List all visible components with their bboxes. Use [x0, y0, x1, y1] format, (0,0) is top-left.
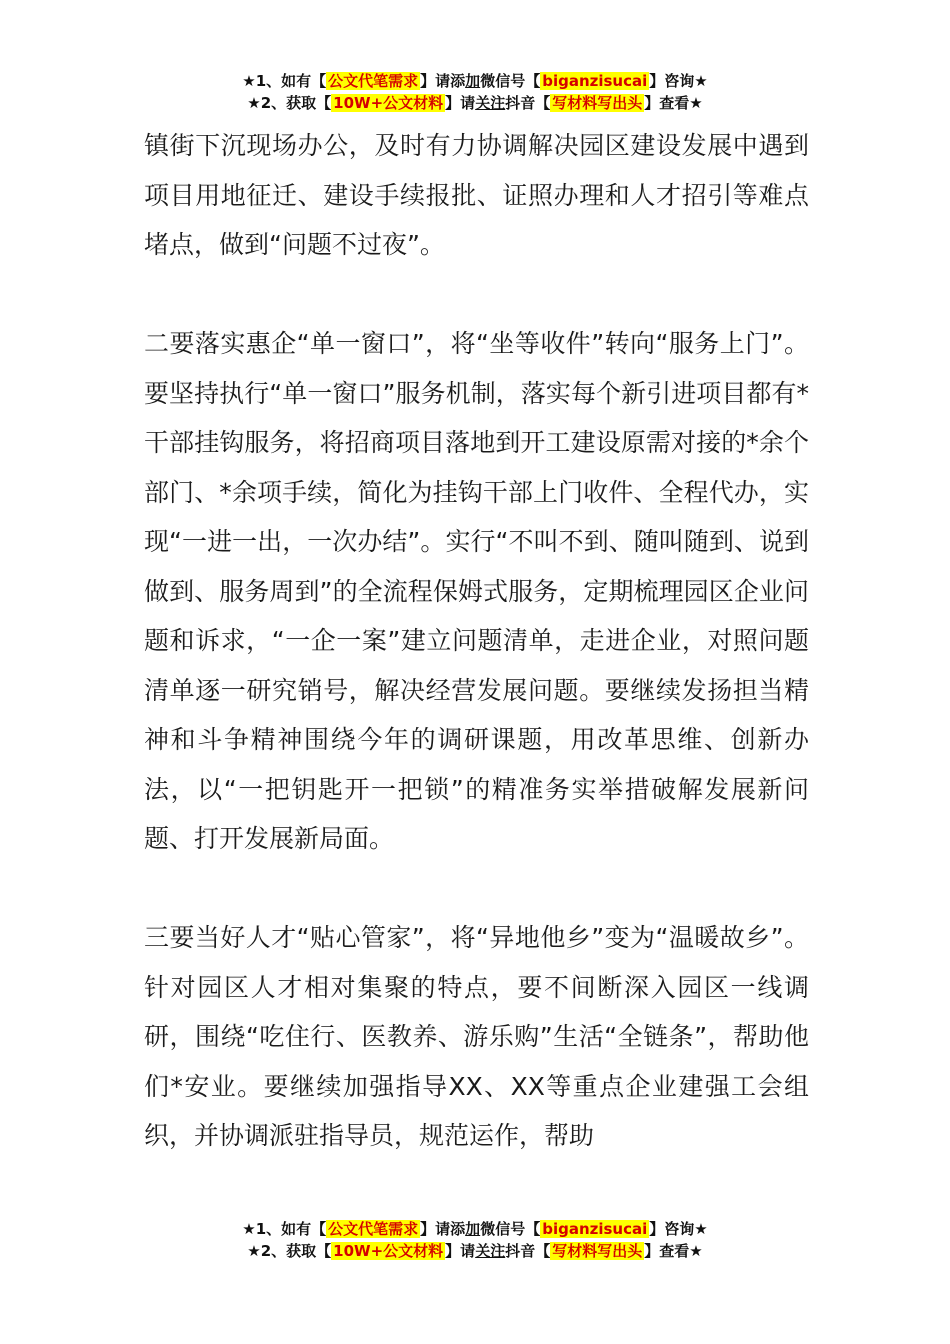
- footer-banner: [0, 1218, 950, 1262]
- paragraph-gap: [144, 270, 809, 320]
- banner-line-2: ★2、获取【 10W+公文材料 】请关注抖音【 写材料写出头 】查看★: [247, 94, 703, 112]
- star-icon: ★: [247, 94, 261, 112]
- star-icon: ★: [689, 94, 703, 112]
- highlight-ghostwriting: 公文代笔需求: [328, 72, 419, 90]
- highlight-ghostwriting: 公文代笔需求: [328, 1220, 419, 1238]
- star-icon: ★: [242, 1220, 256, 1238]
- banner-line-2: ★2、获取【 10W+公文材料 】请关注抖音【 写材料写出头 】查看★: [247, 1242, 703, 1260]
- highlight-wechat-id: biganzisucai: [542, 1220, 648, 1238]
- highlight-wechat-id: biganzisucai: [542, 72, 648, 90]
- paragraph-two: 二要落实惠企“单一窗口”，将“坐等收件”转向“服务上门”。要坚持执行“单一窗口”服务机制，落实每个新引进项目都有*干部挂钩服务，将招商项目落地到开工建设原需对接的*余个部门、*余项手续，简化为挂钩干部上门收件、全程代办，实现“一进一出，一次办结”。实行“不叫不到、随叫随到、说到做到、服务周到”的全流程保姆式服务，定期梳理园区企业问题和诉求，“一企一案”建立问题清单，走进企业，对照问题清单逐一研究销号，解决经营发展问题。要继续发扬担当精神和斗争精神围绕今年的调研课题，用改革思维、创新办法，以“一把钥匙开一把锁”的精准务实举措破解发展新问题、打开发展新局面。: [144, 329, 809, 853]
- star-icon: ★: [242, 72, 256, 90]
- paragraph-gap: [144, 864, 809, 914]
- highlight-douyin-account: 写材料写出头: [552, 94, 643, 112]
- star-icon: ★: [694, 1220, 708, 1238]
- document-body: [144, 121, 809, 1161]
- paragraph-continuation: 镇街下沉现场办公，及时有力协调解决园区建设发展中遇到项目用地征迁、建设手续报批、证照办理和人才招引等难点堵点，做到“问题不过夜”。: [144, 131, 809, 259]
- banner-line-1: ★1、如有【 公文代笔需求 】请添加微信号【 biganzisucai 】咨询★: [242, 1220, 708, 1238]
- star-icon: ★: [247, 1242, 261, 1260]
- highlight-materials: 10W+公文材料: [333, 1242, 444, 1260]
- star-icon: ★: [689, 1242, 703, 1260]
- highlight-douyin-account: 写材料写出头: [552, 1242, 643, 1260]
- banner-line-1: ★1、如有【 公文代笔需求 】请添加微信号【 biganzisucai 】咨询★: [242, 72, 708, 90]
- paragraph-three: 三要当好人才“贴心管家”，将“异地他乡”变为“温暖故乡”。针对园区人才相对集聚的特点，要不间断深入园区一线调研，围绕“吃住行、医教养、游乐购”生活“全链条”，帮助他们*安业。要继续加强指导XX、XX等重点企业建强工会组织，并协调派驻指导员，规范运作，帮助: [144, 923, 809, 1150]
- highlight-materials: 10W+公文材料: [333, 94, 444, 112]
- star-icon: ★: [694, 72, 708, 90]
- header-banner: [0, 70, 950, 114]
